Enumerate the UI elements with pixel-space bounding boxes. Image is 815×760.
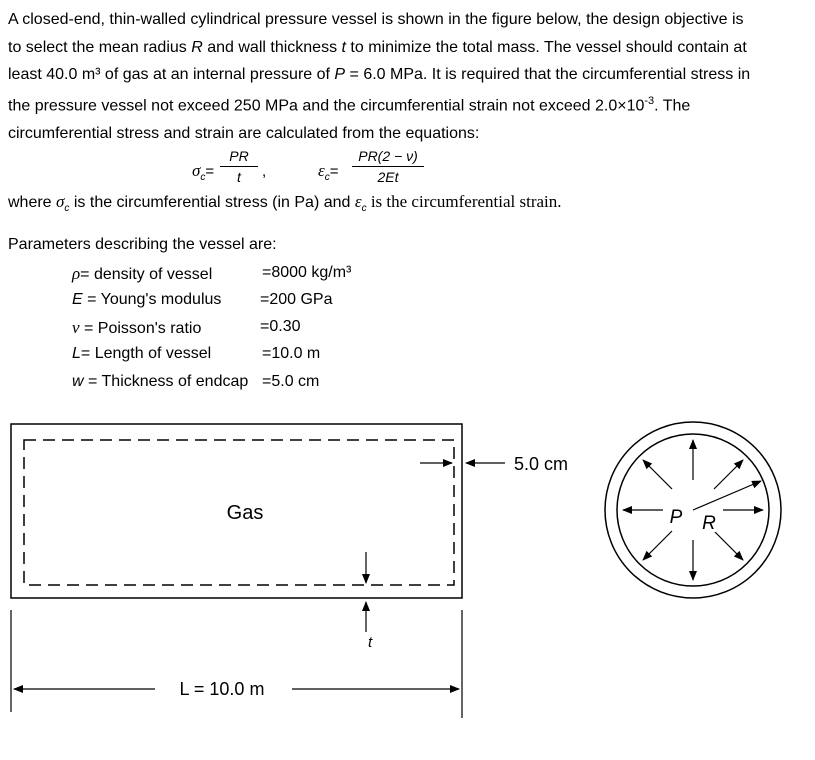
sigma-equation-lhs: $\sigma_c=$	[192, 161, 215, 183]
epsilon-fraction: PR(2 − ν) 2Et	[352, 148, 424, 185]
pressure-arrow-down-right	[714, 531, 743, 560]
intro-line-1: A closed-end, thin-walled cylindrical pressure vessel is shown in the figure below, the design objective is	[8, 11, 744, 28]
parameters-title: Parameters describing the vessel are:	[8, 236, 277, 253]
radius-line	[693, 481, 761, 510]
pressure-arrow-down-left	[643, 531, 672, 560]
length-label: L = 10.0 m	[179, 679, 265, 699]
epsilon-equation-lhs: $\varepsilon_c=$	[318, 161, 339, 183]
intro-line-4: the pressure vessel not exceed 250 MPa and the circumferential strain not exceed $2.0\times 10^{-3}$. The	[8, 95, 691, 115]
pressure-label: P	[669, 507, 683, 528]
equation-comma: ,	[262, 163, 267, 180]
intro-line-2: to select the mean radius R and wall thickness t to minimize the total mass. The vessel should contain at	[8, 38, 747, 56]
intro-line-5: circumferential stress and strain are calculated from the equations:	[8, 124, 480, 142]
pressure-arrow-up-left	[643, 460, 672, 489]
endcap-thickness-label: 5.0 cm	[514, 454, 569, 474]
gas-label: Gas	[226, 502, 264, 524]
where-sentence: where $\sigma_c$ is the circumferential stress (in Pa) and $\varepsilon_c$ is the circumferential strain.	[8, 192, 562, 215]
pressure-arrow-up-right	[714, 460, 743, 489]
intro-line-3: least 40.0 m³ of gas at an internal pressure of P = 6.0 MPa. It is required that the circumferential stress in	[8, 66, 751, 83]
wall-thickness-label: t	[368, 634, 373, 651]
radius-label: R	[702, 513, 716, 534]
sigma-fraction: PR t	[220, 148, 258, 185]
